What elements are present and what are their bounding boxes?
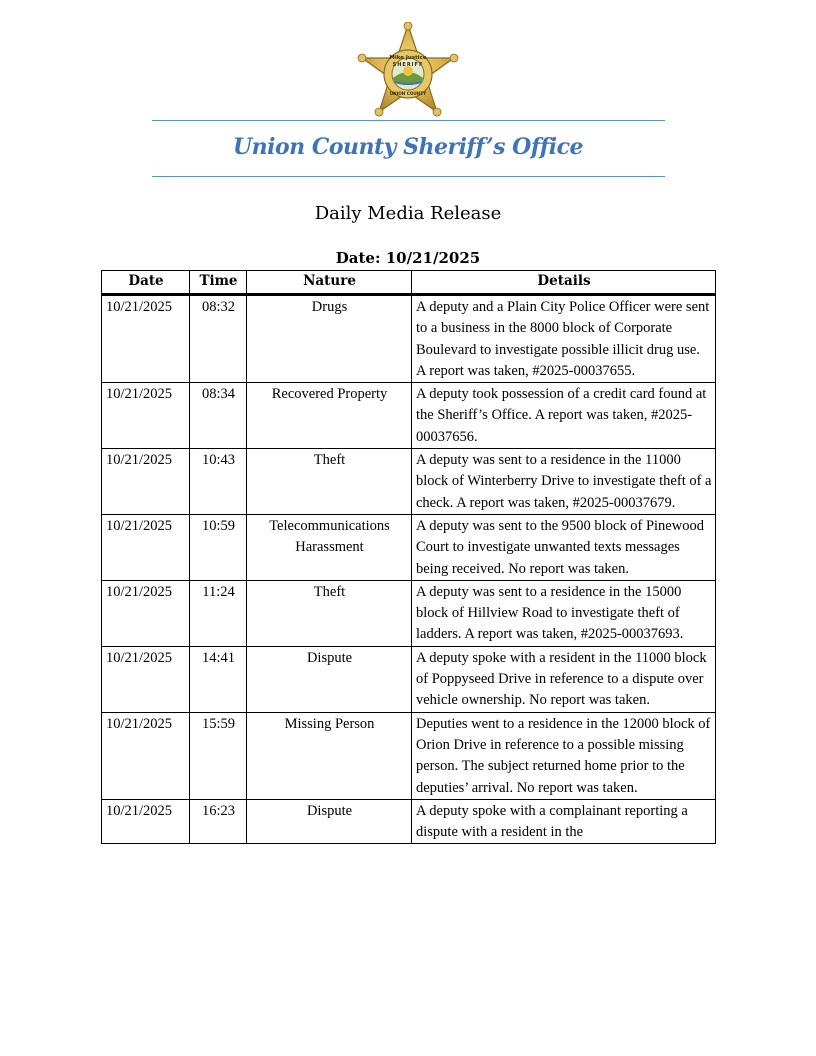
table-header-row xyxy=(102,271,716,295)
cell-details: A deputy spoke with a complainant reporting a dispute with a resident in the xyxy=(412,799,716,844)
cell-time: 10:43 xyxy=(190,449,247,515)
cell-time: 16:23 xyxy=(190,799,247,844)
cell-details: A deputy and a Plain City Police Officer were sent to a business in the 8000 block of Corporate Boulevard to investigate possible illicit drug use. A report was taken, #2025-00037655. xyxy=(412,295,716,383)
badge-text-middle: SHERIFF xyxy=(392,62,424,68)
cell-date: 10/21/2025 xyxy=(102,799,190,844)
badge-text-top: Mike Justice xyxy=(389,55,427,61)
column-header-time: Time xyxy=(190,271,247,295)
cell-nature: Missing Person xyxy=(247,712,412,799)
cell-nature: Dispute xyxy=(247,799,412,844)
column-header-nature: Nature xyxy=(247,271,412,295)
cell-time: 11:24 xyxy=(190,580,247,646)
cell-time: 10:59 xyxy=(190,514,247,580)
cell-nature: Dispute xyxy=(247,646,412,712)
header-rule-bottom xyxy=(152,176,665,177)
cell-date: 10/21/2025 xyxy=(102,514,190,580)
cell-date: 10/21/2025 xyxy=(102,646,190,712)
cell-details: Deputies went to a residence in the 12000 block of Orion Drive in reference to a possible missing person. The subject returned home prior to the deputies’ arrival. No report was taken. xyxy=(412,712,716,799)
incident-log-table xyxy=(101,270,716,844)
cell-details: A deputy was sent to a residence in the 11000 block of Winterberry Drive to investigate theft of a check. A report was taken, #2025-00037679. xyxy=(412,449,716,515)
cell-time: 08:34 xyxy=(190,383,247,449)
sheriff-badge-logo xyxy=(357,22,459,120)
cell-date: 10/21/2025 xyxy=(102,712,190,799)
column-header-date: Date xyxy=(102,271,190,295)
cell-details: A deputy was sent to a residence in the 15000 block of Hillview Road to investigate theft of ladders. A report was taken, #2025-00037693. xyxy=(412,580,716,646)
office-title: Union County Sheriff’s Office xyxy=(232,134,584,160)
release-title: Daily Media Release xyxy=(314,203,502,224)
table-row xyxy=(102,580,716,646)
cell-details: A deputy was sent to the 9500 block of Pinewood Court to investigate unwanted texts messages being received. No report was taken. xyxy=(412,514,716,580)
table-row xyxy=(102,383,716,449)
cell-date: 10/21/2025 xyxy=(102,449,190,515)
cell-nature: Theft xyxy=(247,449,412,515)
cell-details: A deputy took possession of a credit card found at the Sheriff’s Office. A report was taken, #2025-00037656. xyxy=(412,383,716,449)
cell-time: 15:59 xyxy=(190,712,247,799)
cell-time: 08:32 xyxy=(190,295,247,383)
cell-details: A deputy spoke with a resident in the 11000 block of Poppyseed Drive in reference to a dispute over vehicle ownership. No report was taken. xyxy=(412,646,716,712)
cell-nature: Theft xyxy=(247,580,412,646)
cell-date: 10/21/2025 xyxy=(102,295,190,383)
cell-nature: Telecommunications Harassment xyxy=(247,514,412,580)
header-rule-top xyxy=(152,120,665,121)
cell-nature: Drugs xyxy=(247,295,412,383)
cell-nature: Recovered Property xyxy=(247,383,412,449)
release-date: Date: 10/21/2025 xyxy=(335,249,481,267)
cell-date: 10/21/2025 xyxy=(102,383,190,449)
table-row xyxy=(102,514,716,580)
table-row xyxy=(102,449,716,515)
cell-time: 14:41 xyxy=(190,646,247,712)
table-row xyxy=(102,799,716,844)
badge-text-bottom: UNION COUNTY xyxy=(389,91,427,96)
table-row xyxy=(102,646,716,712)
column-header-details: Details xyxy=(412,271,716,295)
cell-date: 10/21/2025 xyxy=(102,580,190,646)
table-row xyxy=(102,295,716,383)
table-row xyxy=(102,712,716,799)
